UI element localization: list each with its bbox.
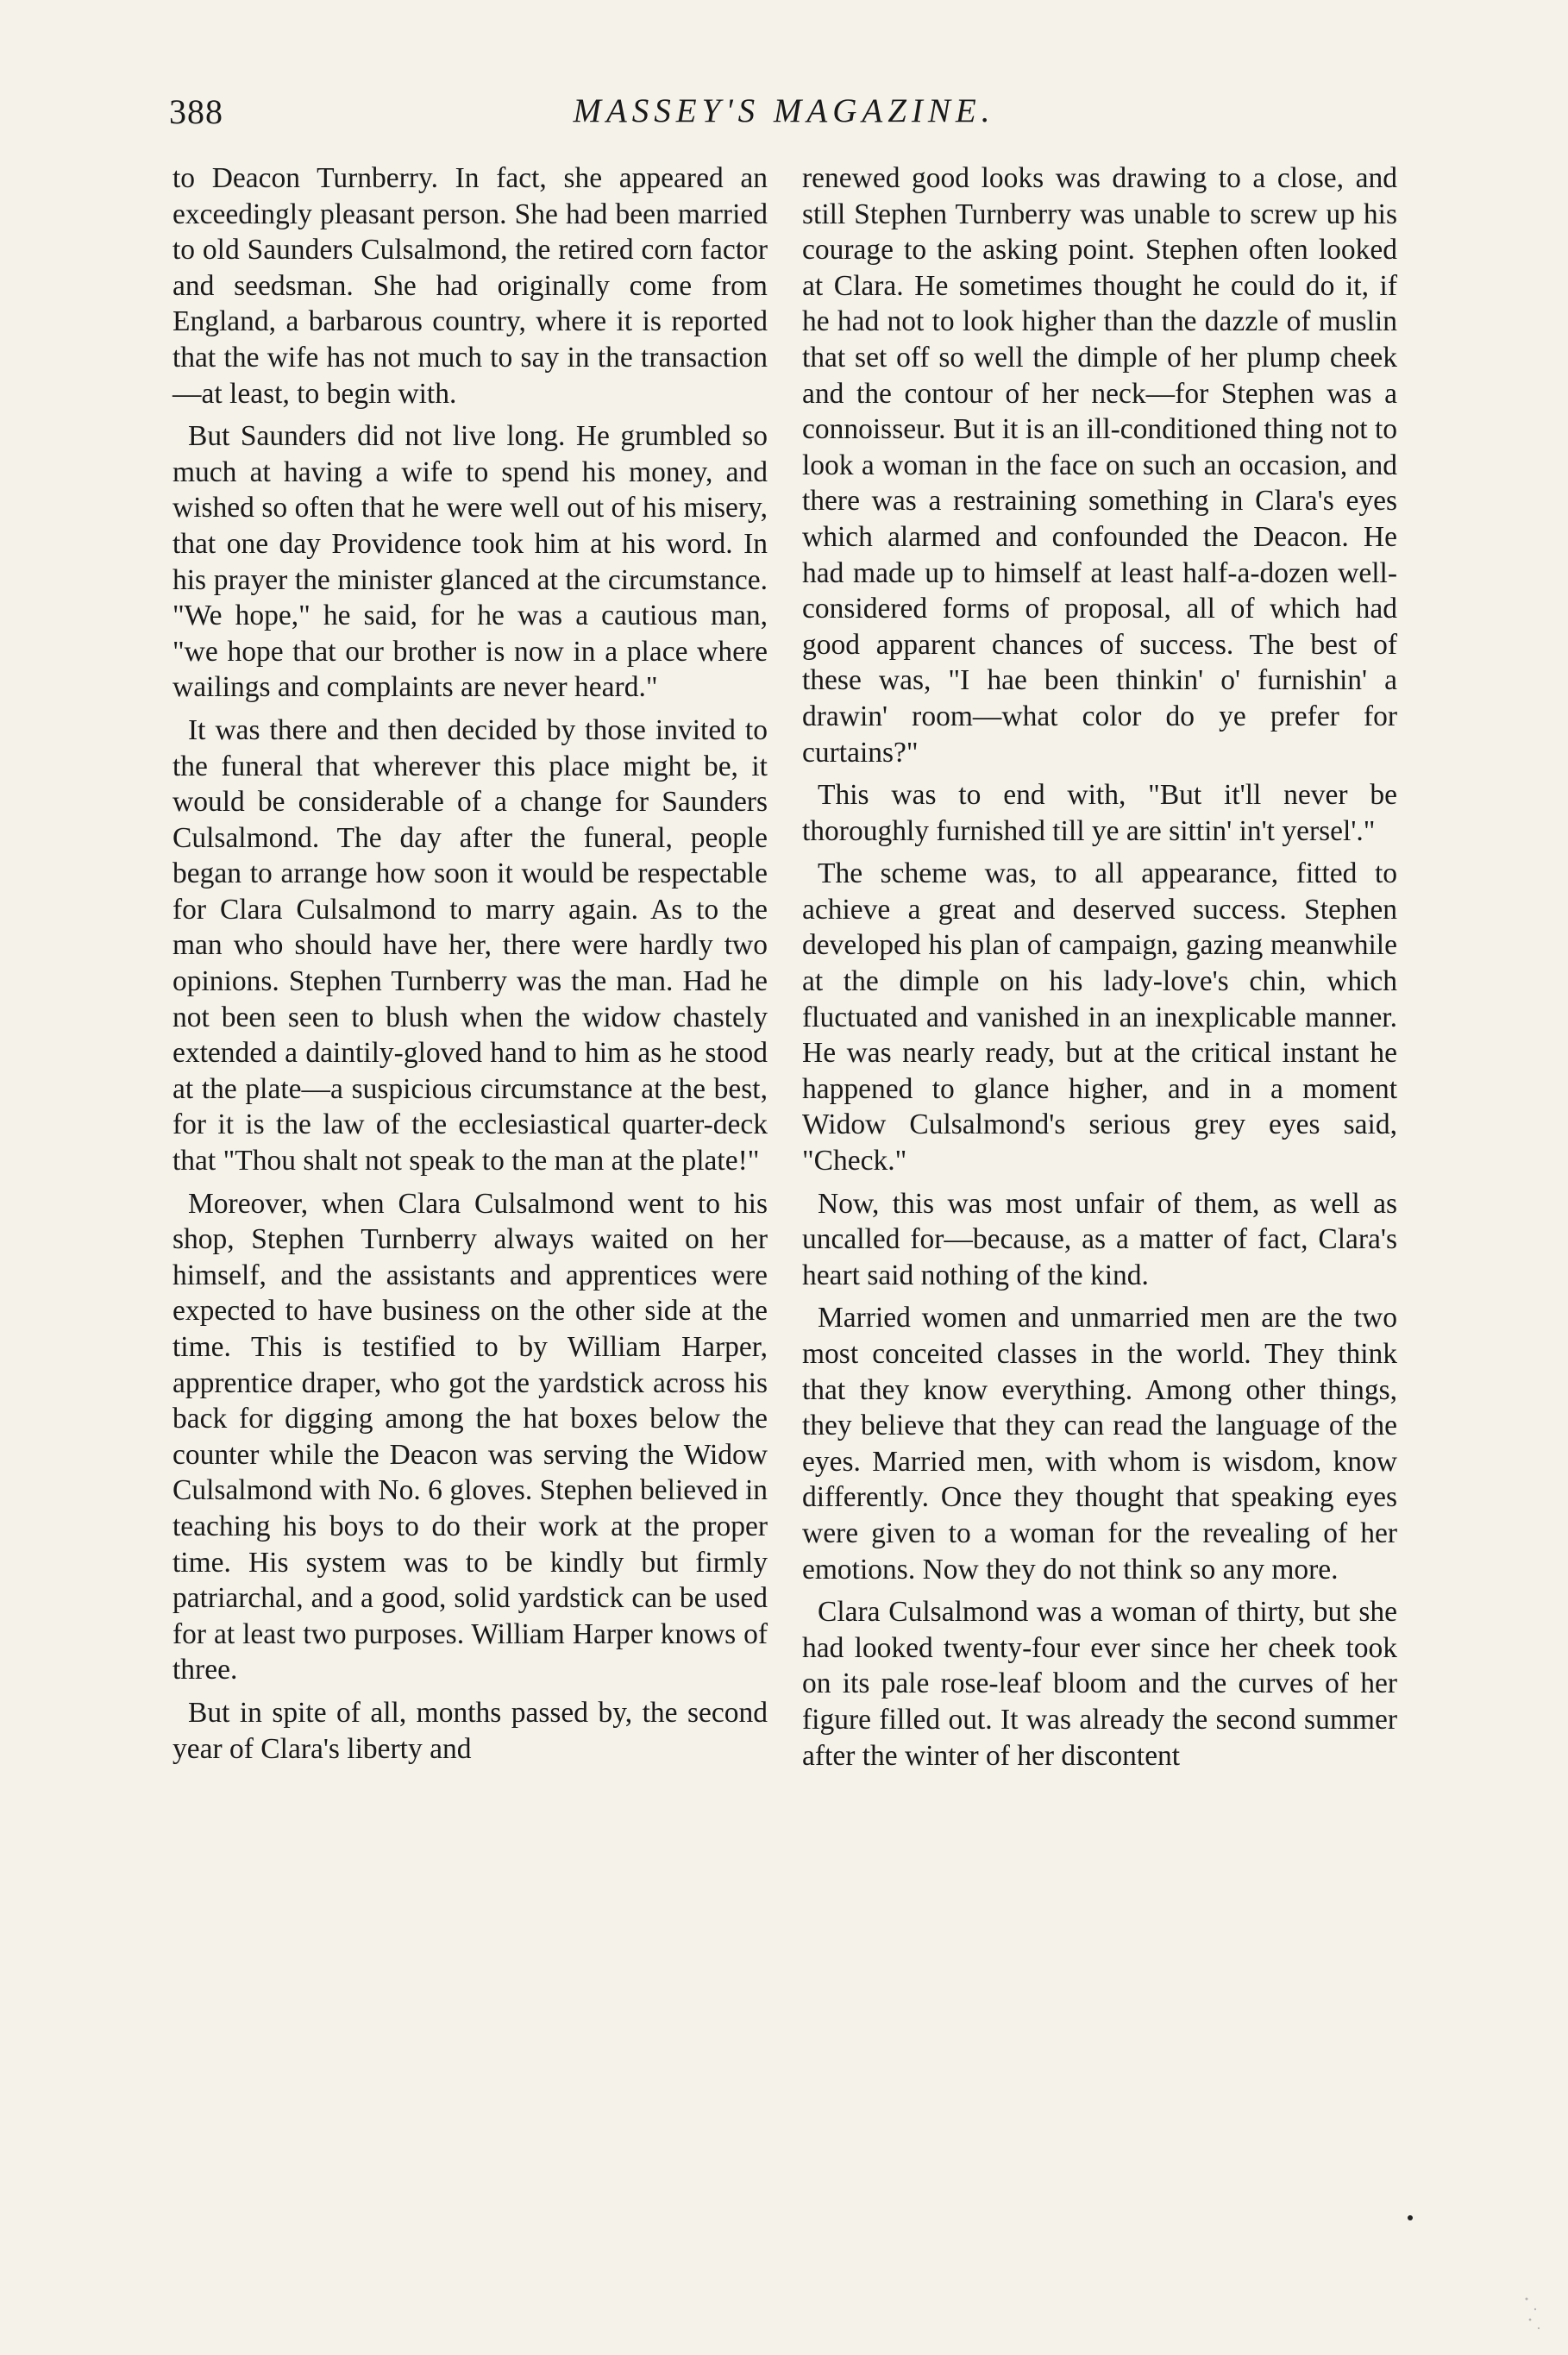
ink-speck [1408,2215,1413,2220]
paragraph: Now, this was most unfair of them, as well as uncalled for—because, as a matter of fact, Clara's heart said nothing of the kind. [802,1187,1397,1291]
paragraph: Moreover, when Clara Culsalmond went to his shop, Stephen Turnberry always waited on her himself, and the assistants and apprentices were expected to have business on the other side at the time. This is testified to by William Harper, apprentice draper, who got the yardstick across his back for digging among the hat boxes below the counter while the Deacon was serving the Widow Culsalmond with No. 6 gloves. Stephen believed in teaching his boys to do their work at the proper time. His system was to be kindly but firmly patriarchal, and a good, solid yardstick can be used for at least two purposes. William Harper knows of three. [172,1187,768,1686]
paragraph: Married women and unmarried men are the two most conceited classes in the world. They think that they know everything. Among other things, they believe that they can read the language of the eyes. Married men, with whom is wisdom, know differently. Once they thought that speaking eyes were given to a woman for the revealing of her emotions. Now they do not think so any more. [802,1302,1397,1586]
paragraph: It was there and then decided by those invited to the funeral that wherever this place might be, it would be considerable of a change for Saunders Culsalmond. The day after the funeral, people began to arrange how soon it would be respectable for Clara Culsalmond to marry again. As to the man who should have her, there were hardly two opinions. Stephen Turnberry was the man. Had he not been seen to blush when the widow chastely extended a daintily-gloved hand to him as he stood at the plate—a suspicious circumstance at the best, for it is the law of the ecclesiastical quarter-deck that "Thou shalt not speak to the man at the plate!" [172,713,768,1178]
paragraph: This was to end with, "But it'll never be thoroughly furnished till ye are sittin' in't yersel'." [802,779,1397,847]
left-column [172,160,768,1774]
running-title: MASSEY'S MAGAZINE. [573,92,995,129]
paragraph: to Deacon Turnberry. In fact, she appeared an exceedingly pleasant person. She had been married to old Saunders Culsalmond, the retired corn factor and seedsman. She had originally come from England, a barbarous country, where it is reported that the wife has not much to say in the transaction—at least, to begin with. [172,162,768,410]
scan-artifact-icon [1520,2290,1546,2333]
right-column [802,160,1397,1780]
paragraph: But Saunders did not live long. He grumbled so much at having a wife to spend his money, and wished so often that he were well out of his misery, that one day Providence took him at his word. In his prayer the minister glanced at the circumstance. "We hope," he said, for he was a cautious man, "we hope that our brother is now in a place where wailings and complaints are never heard." [172,420,768,704]
paragraph: renewed good looks was drawing to a close, and still Stephen Turnberry was unable to screw up his courage to the asking point. Stephen often looked at Clara. He sometimes thought he could do it, if he had not to look higher than the dazzle of muslin that set off so well the dimple of her plump cheek and the contour of her neck—for Stephen was a connoisseur. But it is an ill-conditioned thing not to look a woman in the face on such an occasion, and there was a restraining something in Clara's eyes which alarmed and confounded the Deacon. He had made up to himself at least half-a-dozen well-considered forms of proposal, all of which had good apparent chances of success. The best of these was, "I hae been thinkin' o' furnishin' a drawin' room—what color do ye prefer for curtains?" [802,162,1397,769]
page-number: 388 [169,92,223,131]
paragraph: Clara Culsalmond was a woman of thirty, but she had looked twenty-four ever since her cheek took on its pale rose-leaf bloom and the curves of her figure filled out. It was already the second summer after the winter of her discontent [802,1596,1397,1772]
paragraph: The scheme was, to all appearance, fitted to achieve a great and deserved success. Stephen developed his plan of campaign, gazing meanwhile at the dimple on his lady-love's chin, which fluctuated and vanished in an inexplicable manner. He was nearly ready, but at the critical instant he happened to glance higher, and in a moment Widow Culsalmond's serious grey eyes said, "Check." [802,857,1397,1178]
paragraph: But in spite of all, months passed by, the second year of Clara's liberty and [172,1696,768,1765]
